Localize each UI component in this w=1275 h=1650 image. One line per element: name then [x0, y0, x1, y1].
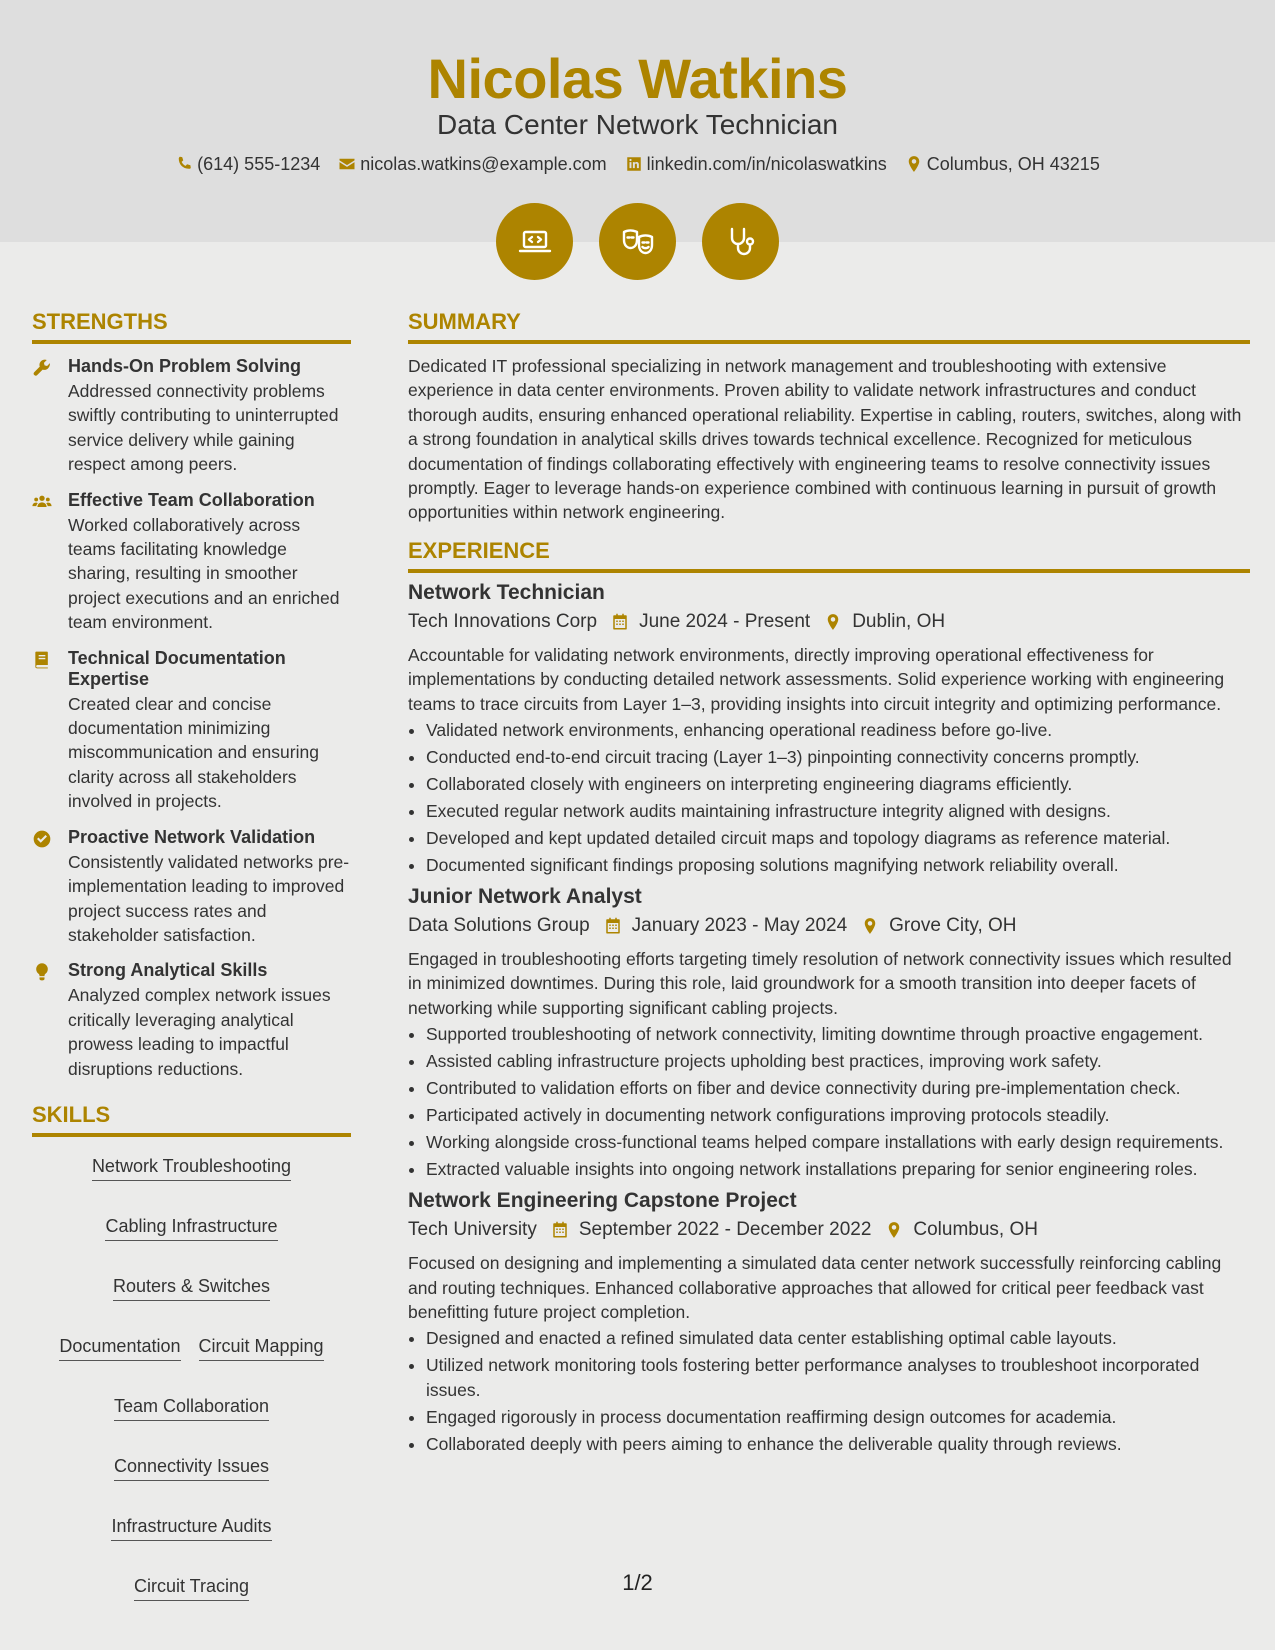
stethoscope-icon [723, 224, 759, 260]
contact-phone[interactable] [175, 151, 320, 177]
lightbulb-icon [32, 962, 52, 982]
strengths-heading: STRENGTHS [32, 308, 351, 344]
contact-bar [0, 151, 1275, 177]
summary-heading: SUMMARY [408, 308, 1250, 344]
strength-item [32, 490, 351, 635]
strength-item [32, 827, 351, 948]
check-circle-icon [32, 829, 52, 849]
strength-title: Strong Analytical Skills [68, 960, 268, 981]
job-bullets [408, 1022, 1250, 1181]
skill-tag: Team Collaboration [114, 1393, 269, 1421]
list-item: • Working alongside cross-functional teams helped compare installations with early design requirements. [426, 1130, 1250, 1154]
list-item: • Documented significant findings proposing solutions magnifying network reliability overall. [426, 853, 1250, 877]
skills-heading: SKILLS [32, 1101, 351, 1137]
skill-tag: Documentation [59, 1333, 180, 1361]
strength-title: Hands-On Problem Solving [68, 356, 302, 376]
envelope-icon [338, 155, 356, 173]
map-pin-icon [861, 917, 879, 935]
linkedin-text: linkedin.com/in/nicolaswatkins [646, 154, 887, 174]
list-item: • Designed and enacted a refined simulated data center establishing optimal cable layouts. [426, 1326, 1250, 1350]
job-role: Junior Network Analyst [408, 885, 642, 908]
job-meta [408, 1215, 1250, 1245]
job-description: Accountable for validating network environments, directly improving operational effectiveness for implementations by conducting detailed network assessments. Solid experience working with engineering teams to trace circuits from Layer 1–3, providing insights into circuit integrity and optimizing performance. [408, 644, 1225, 714]
job-company: Tech Innovations Corp [408, 610, 598, 632]
email-text: nicolas.watkins@example.com [360, 154, 607, 174]
strength-desc: Created clear and concise documentation minimizing miscommunication and ensuring clarity across all stakeholders involved in projects. [68, 693, 319, 812]
calendar-icon [604, 917, 622, 935]
list-item: • Supported troubleshooting of network connectivity, limiting downtime through proactive engagement. [426, 1022, 1250, 1046]
experience-heading: EXPERIENCE [408, 537, 1250, 573]
location-text: Columbus, OH 43215 [926, 154, 1100, 174]
skill-tag: Cabling Infrastructure [105, 1213, 277, 1241]
left-column [32, 308, 351, 1601]
list-item: • Contributed to validation efforts on fiber and device connectivity during pre-implementation check. [426, 1076, 1250, 1100]
map-pin-icon [905, 155, 923, 173]
phone-text: (614) 555-1234 [197, 154, 321, 174]
list-item: • Engaged rigorously in process documentation reaffirming design outcomes for academia. [426, 1405, 1250, 1429]
masks-theater-icon [620, 224, 656, 260]
header-band [0, 0, 1275, 242]
strength-item [32, 648, 351, 814]
job-location: Grove City, OH [889, 915, 1017, 936]
strength-desc: Consistently validated networks pre-implementation leading to improved project success rates and stakeholder satisfaction. [68, 851, 350, 945]
skills-list [32, 1153, 351, 1601]
list-item: • Executed regular network audits maintaining infrastructure integrity aligned with designs. [426, 799, 1250, 823]
job-company: Tech University [408, 1219, 537, 1241]
map-pin-icon [885, 1221, 903, 1239]
job-entry [408, 1187, 1250, 1456]
stethoscope-badge [702, 203, 779, 280]
job-location: Columbus, OH [913, 1219, 1038, 1241]
contact-linkedin[interactable] [625, 151, 887, 177]
masks-theater-badge [599, 203, 676, 280]
job-dates: September 2022 - December 2022 [578, 1219, 872, 1241]
job-dates: January 2023 - May 2024 [631, 915, 848, 936]
contact-location [905, 151, 1100, 177]
list-item: • Validated network environments, enhancing operational readiness before go-live. [426, 718, 1250, 742]
list-item: • Assisted cabling infrastructure projects upholding best practices, improving work safety. [426, 1049, 1250, 1073]
list-item: • Participated actively in documenting network configurations improving protocols steadily. [426, 1103, 1250, 1127]
interest-badges [0, 203, 1275, 280]
skill-tag: Network Troubleshooting [92, 1153, 291, 1181]
map-pin-icon [824, 613, 842, 631]
list-item: • Conducted end-to-end circuit tracing (Layer 1–3) pinpointing connectivity concerns promptly. [426, 745, 1250, 769]
skill-tag: Connectivity Issues [114, 1453, 269, 1481]
skill-tag: Routers & Switches [113, 1273, 270, 1301]
job-entry [408, 883, 1250, 1181]
strengths-list [32, 356, 351, 1081]
job-company: Data Solutions Group [408, 915, 590, 936]
list-item: • Collaborated closely with engineers on interpreting engineering diagrams efficiently. [426, 772, 1250, 796]
summary-text: Dedicated IT professional specializing in network management and troubleshooting with extensive experience in data center environments. Proven ability to validate network infrastructures and conduct thorough audits, ensuring enhanced operational reliability. Expertise in cabling, routers, switches, along with a strong foundation in analytical skills drives towards technical excellence. Recognized for meticulous documentation of findings collaborating effectively with engineering teams to resolve connectivity issues promptly. Eager to leverage hands-on experience combined with continuous learning in pursuit of growth opportunities within network engineering. [408, 356, 1242, 523]
job-location: Dublin, OH [852, 610, 946, 632]
phone-icon [175, 155, 193, 173]
job-entry [408, 579, 1250, 877]
strength-item [32, 960, 351, 1081]
page-number: 1/2 [622, 1570, 653, 1595]
strength-title: Proactive Network Validation [68, 826, 316, 847]
strength-desc: Addressed connectivity problems swiftly contributing to uninterrupted service delivery while gaining respect among peers. [68, 381, 339, 475]
strength-desc: Analyzed complex network issues critically leveraging analytical prowess leading to impactful disruptions reductions. [68, 985, 331, 1079]
strength-title: Technical Documentation Expertise [68, 647, 286, 689]
job-bullets [408, 1326, 1250, 1456]
skill-tag: Circuit Tracing [134, 1573, 249, 1601]
users-icon [32, 492, 52, 512]
job-title: Data Center Network Technician [436, 109, 838, 140]
candidate-name: Nicolas Watkins [427, 47, 848, 110]
job-role: Network Engineering Capstone Project [408, 1189, 797, 1213]
book-icon [32, 650, 52, 670]
list-item: • Developed and kept updated detailed circuit maps and topology diagrams as reference material. [426, 826, 1250, 850]
laptop-code-icon [517, 224, 553, 260]
linkedin-icon [625, 155, 643, 173]
job-description: Focused on designing and implementing a simulated data center network successfully reinforcing cabling and routing techniques. Enhanced collaborative approaches that allowed for critical peer feedback vast benefitting future project completion. [408, 1253, 1222, 1322]
calendar-icon [611, 613, 629, 631]
list-item: • Utilized network monitoring tools fostering better performance analyses to troubleshoot incorporated issues. [426, 1353, 1250, 1402]
right-column [408, 308, 1250, 1462]
skill-tag: Circuit Mapping [199, 1333, 324, 1361]
strength-title: Effective Team Collaboration [68, 489, 315, 510]
job-meta [408, 911, 1250, 941]
laptop-code-badge [496, 203, 573, 280]
skill-tag: Infrastructure Audits [111, 1513, 271, 1541]
strength-item [32, 356, 351, 477]
calendar-icon [551, 1221, 569, 1239]
list-item: • Collaborated deeply with peers aiming to enhance the deliverable quality through reviews. [426, 1432, 1250, 1456]
job-role: Network Technician [408, 580, 605, 604]
contact-email[interactable] [338, 151, 606, 177]
job-meta [408, 607, 1250, 637]
wrench-icon [32, 358, 52, 378]
job-bullets [408, 718, 1250, 877]
list-item: • Extracted valuable insights into ongoing network installations preparing for senior engineering roles. [426, 1157, 1250, 1181]
job-dates: June 2024 - Present [639, 610, 811, 632]
job-description: Engaged in troubleshooting efforts targeting timely resolution of network connectivity issues which resulted in minimized downtimes. During this role, laid groundwork for a smooth transition into deeper facets of networking while supporting significant cabling projects. [408, 949, 1232, 1018]
strength-desc: Worked collaboratively across teams facilitating knowledge sharing, resulting in smoother project executions and an enriched team environment. [68, 514, 340, 633]
